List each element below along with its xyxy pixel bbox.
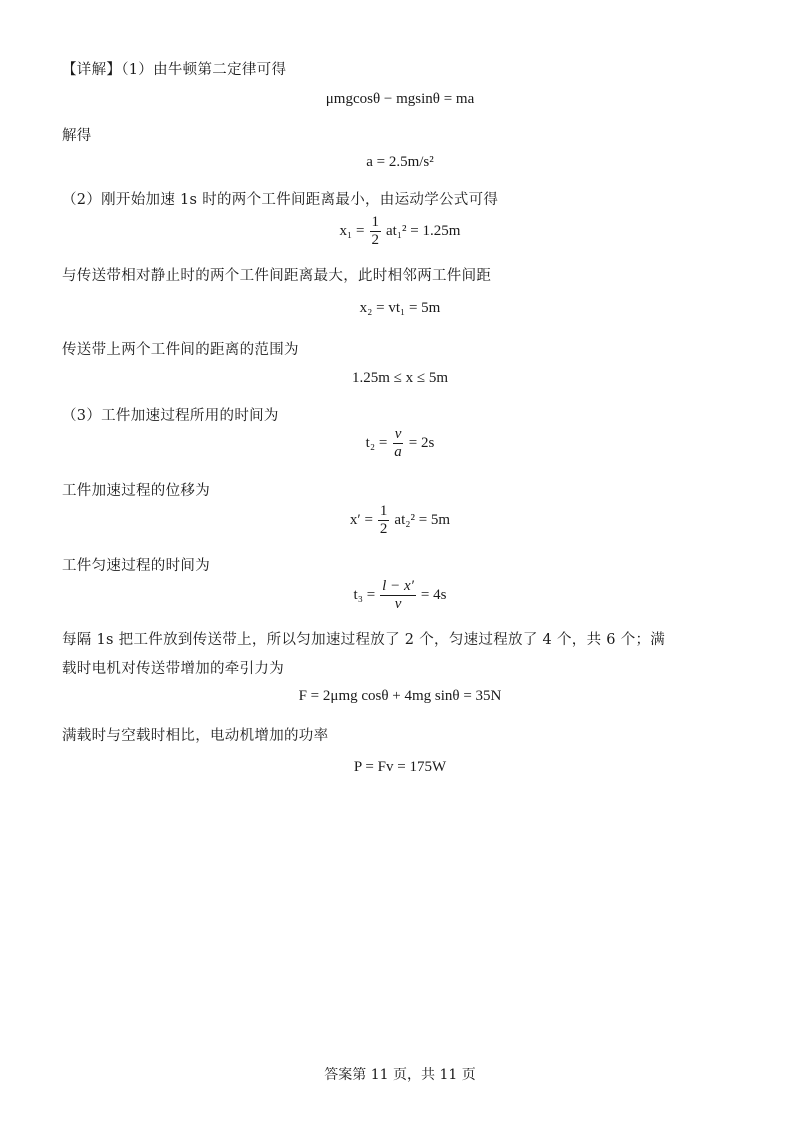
eq6-rhs: = 2s <box>408 434 435 451</box>
text-line-11: 满载时与空载时相比，电动机增加的功率 <box>62 728 329 744</box>
equation-6 <box>0 426 800 460</box>
text-line-8: 工件匀速过程的时间为 <box>62 558 210 574</box>
eq7-numerator: 1 <box>379 503 388 519</box>
text-line-2: 解得 <box>62 128 92 144</box>
equation-5: 1.25m ≤ x ≤ 5m <box>351 370 449 386</box>
eq3-denominator: 2 <box>371 231 379 248</box>
text-line-4: 与传送带相对静止时的两个工件间距离最大，此时相邻两工件间距 <box>62 268 492 284</box>
eq6-denominator: a <box>394 443 402 460</box>
eq3-fraction <box>370 214 382 248</box>
eq8-lhs: t₃ = <box>353 586 376 603</box>
eq7-lhs: x′ = <box>349 511 373 528</box>
equation-2: a = 2.5m/s² <box>366 154 434 170</box>
eq8-denominator: v <box>394 595 402 612</box>
equation-4: x₂ = vt₁ = 5m <box>359 300 441 316</box>
text-line-9: 每隔 1s 把工件放到传送带上，所以匀加速过程放了 2 个，匀速过程放了 4 个，共 6 个；满 <box>62 632 666 648</box>
eq7-rhs: at₂² = 5m <box>394 511 451 528</box>
eq7-denominator: 2 <box>379 520 388 537</box>
eq8-fraction <box>380 578 416 612</box>
text-line-1: 【详解】（1）由牛顿第二定律可得 <box>62 62 287 78</box>
text-line-5: 传送带上两个工件间的距离的范围为 <box>62 342 299 358</box>
eq6-numerator: v <box>394 426 402 442</box>
eq3-lhs: x₁ = <box>339 222 365 239</box>
eq8-rhs: = 4s <box>420 586 447 603</box>
equation-1: μmgcosθ − mgsinθ = ma <box>325 91 475 107</box>
page-footer: 答案第 11 页，共 11 页 <box>324 1067 476 1083</box>
text-line-7: 工件加速过程的位移为 <box>62 483 210 499</box>
equation-3 <box>0 214 800 248</box>
eq8-numerator: l − x′ <box>382 578 414 594</box>
text-line-3: （2）刚开始加速 1s 时的两个工件间距离最小，由运动学公式可得 <box>62 192 499 208</box>
eq7-fraction <box>378 503 390 537</box>
eq6-lhs: t₂ = <box>365 434 388 451</box>
eq6-fraction <box>392 426 404 460</box>
equation-9: F = 2μmg cosθ + 4mg sinθ = 35N <box>298 688 502 704</box>
eq3-rhs: at₁² = 1.25m <box>386 222 461 239</box>
equation-7 <box>0 503 800 537</box>
text-line-10: 载时电机对传送带增加的牵引力为 <box>62 661 284 677</box>
equation-8 <box>0 578 800 612</box>
eq3-numerator: 1 <box>371 214 379 230</box>
text-line-6: （3）工件加速过程所用的时间为 <box>62 408 279 424</box>
equation-10: P = Fv = 175W <box>353 759 447 775</box>
